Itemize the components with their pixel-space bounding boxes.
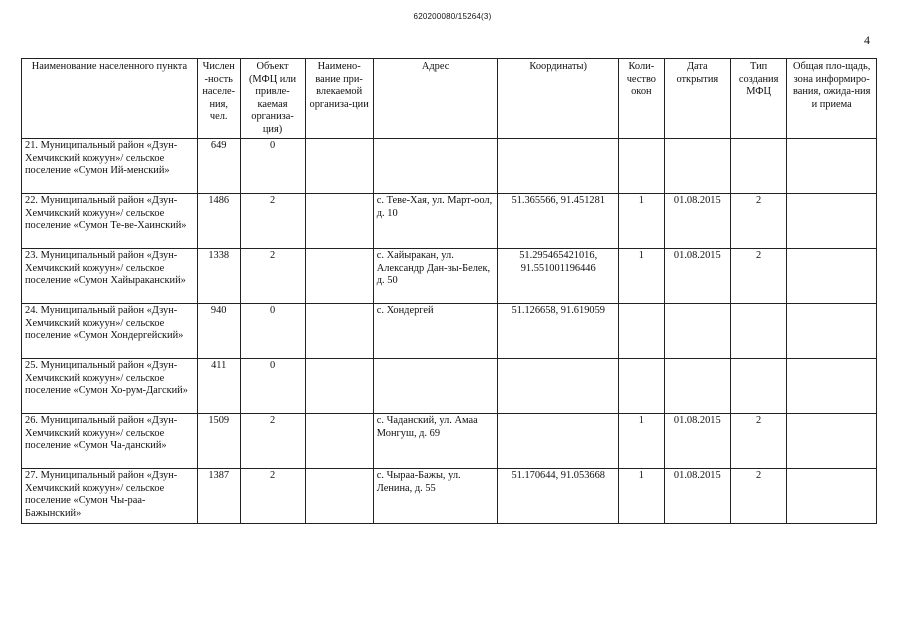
cell-organization xyxy=(305,469,373,524)
table-row xyxy=(22,249,877,304)
cell-area xyxy=(787,194,877,249)
cell-address: с. Чаданский, ул. Амаа Монгуш, д. 69 xyxy=(373,414,498,469)
cell-windows: 1 xyxy=(618,469,664,524)
cell-organization xyxy=(305,194,373,249)
cell-windows xyxy=(618,359,664,414)
cell-address: с. Теве-Хая, ул. Март-оол, д. 10 xyxy=(373,194,498,249)
header-open-date: Дата открытия xyxy=(664,59,730,139)
cell-windows: 1 xyxy=(618,249,664,304)
table-row xyxy=(22,304,877,359)
table-row xyxy=(22,359,877,414)
cell-area xyxy=(787,359,877,414)
cell-coordinates xyxy=(498,139,618,194)
header-mfc-type: Тип создания МФЦ xyxy=(730,59,787,139)
cell-windows xyxy=(618,304,664,359)
cell-open-date xyxy=(664,304,730,359)
cell-population: 649 xyxy=(197,139,240,194)
cell-object: 2 xyxy=(240,249,305,304)
cell-windows xyxy=(618,139,664,194)
cell-area xyxy=(787,139,877,194)
cell-open-date: 01.08.2015 xyxy=(664,249,730,304)
cell-population: 411 xyxy=(197,359,240,414)
cell-open-date xyxy=(664,139,730,194)
cell-mfc-type: 2 xyxy=(730,414,787,469)
table-row xyxy=(22,414,877,469)
cell-mfc-type: 2 xyxy=(730,469,787,524)
cell-address xyxy=(373,359,498,414)
cell-object: 2 xyxy=(240,194,305,249)
cell-open-date: 01.08.2015 xyxy=(664,194,730,249)
cell-open-date: 01.08.2015 xyxy=(664,414,730,469)
cell-population: 1387 xyxy=(197,469,240,524)
header-windows: Коли-чество окон xyxy=(618,59,664,139)
cell-population: 1486 xyxy=(197,194,240,249)
cell-address: с. Хайыракан, ул. Александр Дан-зы-Белек, д. 50 xyxy=(373,249,498,304)
cell-address: с. Хондергей xyxy=(373,304,498,359)
cell-address: с. Чыраа-Бажы, ул. Ленина, д. 55 xyxy=(373,469,498,524)
cell-settlement-name: 24. Муниципальный район «Дзун-Хемчикский кожуун»/ сельское поселение «Сумон Хондергейский» xyxy=(22,304,198,359)
cell-coordinates: 51.126658, 91.619059 xyxy=(498,304,618,359)
header-settlement-name: Наименование населенного пункта xyxy=(22,59,198,139)
header-area: Общая пло-щадь, зона информиро-вания, ожида-ния и приема xyxy=(787,59,877,139)
cell-settlement-name: 26. Муниципальный район «Дзун-Хемчикский кожуун»/ сельское поселение «Сумон Ча-данский» xyxy=(22,414,198,469)
cell-settlement-name: 21. Муниципальный район «Дзун-Хемчикский кожуун»/ сельское поселение «Сумон Ий-менский» xyxy=(22,139,198,194)
table-header-row xyxy=(22,59,877,139)
cell-settlement-name: 22. Муниципальный район «Дзун-Хемчикский кожуун»/ сельское поселение «Сумон Те-ве-Хаинский» xyxy=(22,194,198,249)
cell-organization xyxy=(305,139,373,194)
cell-area xyxy=(787,304,877,359)
cell-organization xyxy=(305,304,373,359)
cell-coordinates: 51.295465421016, 91.551001196446 xyxy=(498,249,618,304)
cell-population: 1509 xyxy=(197,414,240,469)
header-population: Числен-ность населе-ния, чел. xyxy=(197,59,240,139)
cell-object: 0 xyxy=(240,304,305,359)
cell-population: 940 xyxy=(197,304,240,359)
cell-windows: 1 xyxy=(618,194,664,249)
cell-coordinates: 51.170644, 91.053668 xyxy=(498,469,618,524)
cell-mfc-type: 2 xyxy=(730,194,787,249)
cell-organization xyxy=(305,414,373,469)
table-row xyxy=(22,139,877,194)
cell-object: 2 xyxy=(240,469,305,524)
cell-mfc-type xyxy=(730,359,787,414)
cell-settlement-name: 23. Муниципальный район «Дзун-Хемчикский кожуун»/ сельское поселение «Сумон Хайыраканский» xyxy=(22,249,198,304)
cell-object: 2 xyxy=(240,414,305,469)
cell-open-date: 01.08.2015 xyxy=(664,469,730,524)
cell-area xyxy=(787,414,877,469)
header-coordinates: Координаты) xyxy=(498,59,618,139)
header-organization: Наимено-вание при-влекаемой организа-ции xyxy=(305,59,373,139)
cell-object: 0 xyxy=(240,359,305,414)
cell-address xyxy=(373,139,498,194)
cell-population: 1338 xyxy=(197,249,240,304)
cell-area xyxy=(787,249,877,304)
document-id: 620200080/15264(3) xyxy=(413,12,492,21)
cell-mfc-type xyxy=(730,304,787,359)
cell-area xyxy=(787,469,877,524)
cell-organization xyxy=(305,249,373,304)
table-row xyxy=(22,194,877,249)
cell-organization xyxy=(305,359,373,414)
cell-open-date xyxy=(664,359,730,414)
header-object: Объект (МФЦ или привле-каемая организа-ция) xyxy=(240,59,305,139)
cell-settlement-name: 27. Муниципальный район «Дзун-Хемчикский кожуун»/ сельское поселение «Сумон Чы-раа-Бажынский» xyxy=(22,469,198,524)
cell-object: 0 xyxy=(240,139,305,194)
cell-mfc-type xyxy=(730,139,787,194)
cell-coordinates xyxy=(498,359,618,414)
cell-settlement-name: 25. Муниципальный район «Дзун-Хемчикский кожуун»/ сельское поселение «Сумон Хо-рум-Дагский» xyxy=(22,359,198,414)
header-address: Адрес xyxy=(373,59,498,139)
cell-coordinates: 51.365566, 91.451281 xyxy=(498,194,618,249)
table-row xyxy=(22,469,877,524)
cell-mfc-type: 2 xyxy=(730,249,787,304)
cell-windows: 1 xyxy=(618,414,664,469)
cell-coordinates xyxy=(498,414,618,469)
mfc-table xyxy=(21,58,877,524)
page-number: 4 xyxy=(864,33,870,47)
